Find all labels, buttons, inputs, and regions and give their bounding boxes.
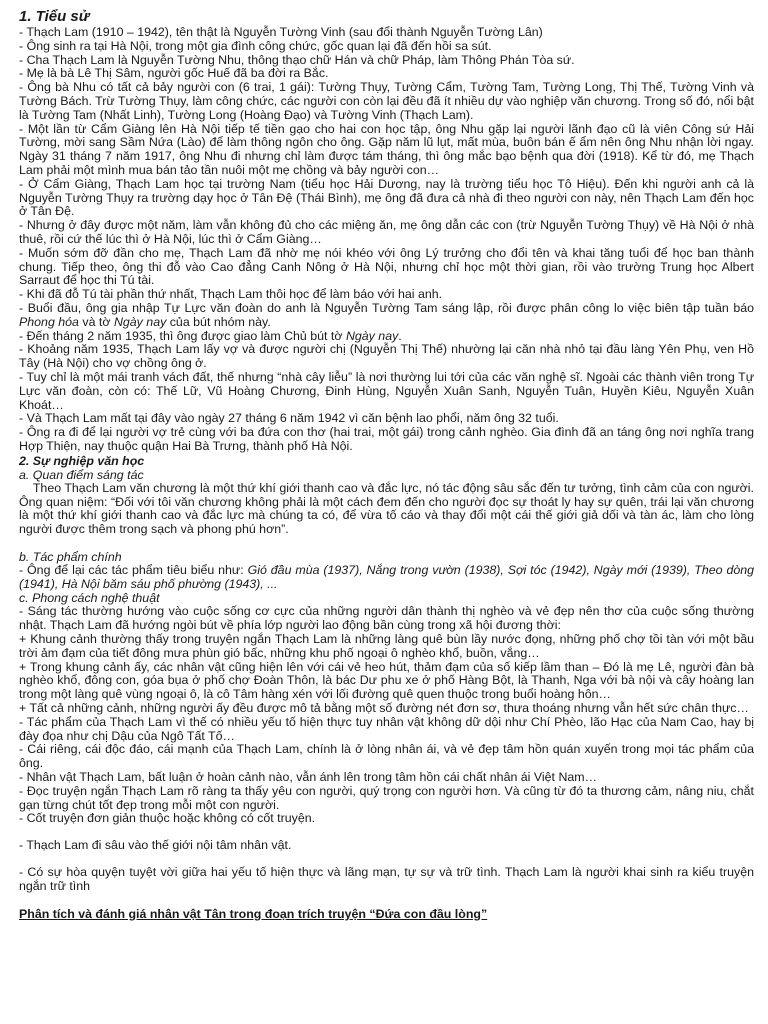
newspaper-title: Ngày nay: [345, 328, 399, 343]
paragraph-noi-tam: - Thạch Lam đi sâu vào thế giới nội tâm nhân vật.: [19, 838, 292, 853]
paragraph: - Ông bà Nhu có tất cả bảy người con (6 trai, 1 gái): Tường Thụy, Tường Cẩm, Tường Tam, Tường Long, Thị Thế, Tường Vinh và Tường Bách. Trừ Tường Thụy, làm công chức, các người con còn lại đều đã ít nhiều dự vào nghiệp văn chương. Trong số đó, nổi bật là Tường Tam (Nhất Linh), Tường Long (Hoàng Đạo) và Tường Vinh (Thạch Lam).: [19, 80, 754, 122]
paragraph: - Thạch Lam (1910 – 1942), tên thật là Nguyễn Tường Vinh (sau đổi thành Nguyễn Tường Lân): [19, 25, 543, 39]
subheading-b: b. Tác phẩm chính: [19, 549, 122, 564]
text-run: .: [398, 328, 402, 343]
paragraph: - Khoảng năm 1935, Thạch Lam lấy vợ và được người chị (Nguyễn Thị Thế) nhường lại căn nhà nhỏ tại đầu làng Yên Phụ, ven Hồ Tây (Hà Nội) cho vợ chồng ông ở.: [19, 342, 754, 371]
text-run: - Ông để lại các tác phẩm tiêu biểu như:: [19, 562, 248, 577]
paragraph-works: [19, 564, 754, 592]
newspaper-title: Ngày nay: [113, 314, 167, 329]
works-list: Gió đầu mùa (1937), Nắng trong vườn (1938), Sợi tóc (1942), Ngày mới (1939), Theo dòng (1941), Hà Nội băm sáu phố phường (1943), ...: [19, 562, 755, 591]
section-1-heading: 1. Tiểu sử: [19, 8, 90, 25]
paragraph: - Tuy chỉ là một mái tranh vách đất, thế nhưng “nhà cây liễu” là nơi thường lui tới của các văn nghệ sĩ. Ngoài các thành viên trong Tự Lực văn đoàn, còn có: Thế Lữ, Vũ Hoàng Chương, Đinh Hùng, Nguyễn Xuân Sanh, Nguyễn Tuân, Huyền Kiêu, Nguyễn Xuân Khoát…: [19, 369, 754, 412]
paragraph: - Ở Cẩm Giàng, Thạch Lam học tại trường Nam (tiểu học Hải Dương, nay là trường tiểu học Tô Hiệu). Đến khi người anh cả là Nguyễn Tường Thụy ra trường dạy học ở Tân Đệ (Thái Bình), mẹ ông đã đưa cả nhà đi theo người con này, nên Thạch Lam đến học ở Tân Đệ.: [19, 176, 754, 219]
paragraph: - Khi đã đỗ Tú tài phần thứ nhất, Thạch Lam thôi học để làm báo với hai anh.: [19, 287, 443, 302]
paragraph: - Ông sinh ra tại Hà Nội, trong một gia đình công chức, gốc quan lại đã đến hồi sa sút.: [19, 38, 492, 53]
spacer: [19, 537, 754, 550]
paragraph: - Nhưng ở đây được một năm, làm vẫn không đủ cho các miệng ăn, mẹ ông dẫn các con (trừ Nguyễn Tường Thụy) về Hà Nội ở nhà thuê, rồi cứ thế lúc thì ở Hà Nội, lúc thì ở Cẩm Giàng…: [19, 218, 754, 246]
paragraph-newspaper: [19, 302, 754, 330]
text-run: - Buổi đầu, ông gia nhập Tự Lực văn đoàn do anh là Nguyễn Tường Tam sáng lập, rồi được phân công lo việc biên tập tuần báo: [19, 300, 754, 315]
paragraph: - Và Thạch Lam mất tại đây vào ngày 27 tháng 6 năm 1942 vì căn bệnh lao phổi, năm ông 32 tuổi.: [19, 411, 559, 426]
paragraph: + Khung cảnh thường thấy trong truyện ngắn Thạch Lam là những làng quê bùn lầy nước đọng, những phố chợ tồi tàn với một bầu trời ảm đạm của tiết đông mưa phùn gió bấc, những khu phố ngoại ô nghèo khổ, buồn, vắng…: [19, 632, 754, 660]
paragraph: + Trong khung cảnh ấy, các nhân vật cũng hiện lên với cái vẻ heo hút, thảm đạm của số kiếp lầm than – Đó là mẹ Lê, người đàn bà nghèo khổ, đông con, góa bụa ở phố chợ Đoàn Thôn, là bác Dư phu xe ở phố Hàng Bột, là Thanh, Nga với bà nội và cây hoàng lan trong một làng quê vùng ngoại ô, là cô Tâm hàng xén với lối đường quê quen thuộc trong buổi hoàng hôn…: [19, 659, 754, 702]
paragraph: - Sáng tác thường hướng vào cuộc sống cơ cực của những người dân thành thị nghèo và vẻ đẹp nên thơ của cuộc sống thường nhật. Thạch Lam đã hướng ngòi bút về phía lớp người lao động bần cùng trong xã hội đương thời:: [19, 604, 754, 633]
next-article-title: Phân tích và đánh giá nhân vật Tân trong đoạn trích truyện “Đứa con đầu lòng”: [19, 906, 488, 921]
text-run: của bút nhóm này.: [166, 314, 271, 329]
newspaper-title: Phong hóa: [19, 314, 79, 329]
text-run: và tờ: [78, 314, 114, 329]
paragraph: + Tất cả những cảnh, những người ấy đều được mô tả bằng một số đường nét đơn sơ, thưa thoáng nhưng vẫn hết sức chân thực…: [19, 701, 749, 716]
section-2-heading: 2. Sự nghiệp văn học: [19, 453, 145, 468]
paragraph: - Tác phẩm của Thạch Lam vì thế có nhiều yếu tố hiện thực tuy nhân vật không dữ dội như Chí Phèo, lão Hạc của Nam Cao, hay bị đày đọa như chị Dậu của Ngô Tất Tố…: [19, 714, 754, 743]
paragraph: - Đọc truyện ngắn Thạch Lam rõ ràng ta thấy yêu con người, quý trọng con người hơn. Và cũng từ đó ta thương cảm, nâng niu, chắt gạn từng chút tốt đẹp trong mỗi một con người.: [19, 783, 754, 812]
subheading-a: a. Quan điểm sáng tác: [19, 467, 144, 482]
paragraph: - Một lần từ Cẩm Giàng lên Hà Nội tiếp tế tiền gạo cho hai con học tập, ông Nhu gặp lại người lãnh đạo cũ là viên Công sứ Hải Tường, mời sang Sầm Nứa (Lào) để làm thông ngôn cho ông. Gặp năm lũ lụt, mất mùa, buôn bán ế ẩm nên ông Nhu nhận lời ngay. Ngày 31 tháng 7 năm 1917, ông Nhu đi nhưng chỉ làm được tám tháng, thì ông mắc bạo bệnh qua đời (1918). Kể từ đó, mẹ Thạch Lam phải một mình mua bán tảo tần nuôi một mẹ chồng và bảy người con…: [19, 121, 754, 177]
subheading-c: c. Phong cách nghệ thuật: [19, 591, 160, 606]
paragraph: - Cốt truyện đơn giản thuộc hoặc không có cốt truyện.: [19, 811, 316, 826]
text-run: - Đến tháng 2 năm 1935, thì ông được giao làm Chủ bút tờ: [19, 328, 346, 343]
paragraph: - Ông ra đi để lại người vợ trẻ cùng với ba đứa con thơ (hai trai, một gái) trong cảnh nghèo. Gia đình đã an táng ông nơi nghĩa trang Hợp Thiện, nay thuộc quận Hai Bà Trưng, thành phố Hà Nội.: [19, 425, 754, 453]
paragraph: - Cái riêng, cái độc đáo, cái mạnh của Thạch Lam, chính là ở lòng nhân ái, và vẻ đẹp tâm hồn quán xuyến trong mọi tác phẩm của ông.: [19, 742, 754, 771]
paragraph: - Mẹ là bà Lê Thị Sâm, người gốc Huế đã ba đời ra Bắc.: [19, 66, 329, 81]
paragraph: - Nhân vật Thạch Lam, bất luận ở hoàn cảnh nào, vẫn ánh lên trong tâm hồn cái chất nhân ái Việt Nam…: [19, 770, 597, 785]
paragraph-quan-diem: Theo Thạch Lam văn chương là một thứ khí giới thanh cao và đắc lực, nó tác động sâu sắc đến tư tưởng, tình cảm của con người. Ông quan niệm: “Đối với tôi văn chương không phải là một cách đem đến cho người đọc sự thoát ly hay sự quên, trái lại văn chương là một thứ khí giới thanh cao và đắc lực mà chúng ta có, để vừa tố cáo và thay đổi một cái thế giới giả dối và tàn ác, làm cho lòng người được thêm trong sạch và phong phú hơn”.: [19, 480, 758, 537]
spacer: [19, 894, 754, 907]
paragraph-hoa-quyen: - Có sự hòa quyện tuyệt vời giữa hai yếu tố hiện thực và lãng mạn, tự sự và trữ tình. Thạch Lam là người khai sinh ra kiểu truyện ngắn trữ tình: [19, 865, 754, 893]
paragraph: - Muốn sớm đỡ đần cho mẹ, Thạch Lam đã nhờ mẹ nói khéo với ông Lý trưởng cho đổi tên và khai tăng tuổi để học ban thành chung. Tiếp theo, ông thi đỗ vào Cao đẳng Canh Nông ở Hà Nội, nhưng chỉ học một thời gian, rồi vào trường Trung học Albert Sarraut để học thi Tú tài.: [19, 245, 754, 288]
paragraph: - Cha Thạch Lam là Nguyễn Tường Nhu, thông thạo chữ Hán và chữ Pháp, làm Thông Phán Tòa sứ.: [19, 52, 575, 67]
